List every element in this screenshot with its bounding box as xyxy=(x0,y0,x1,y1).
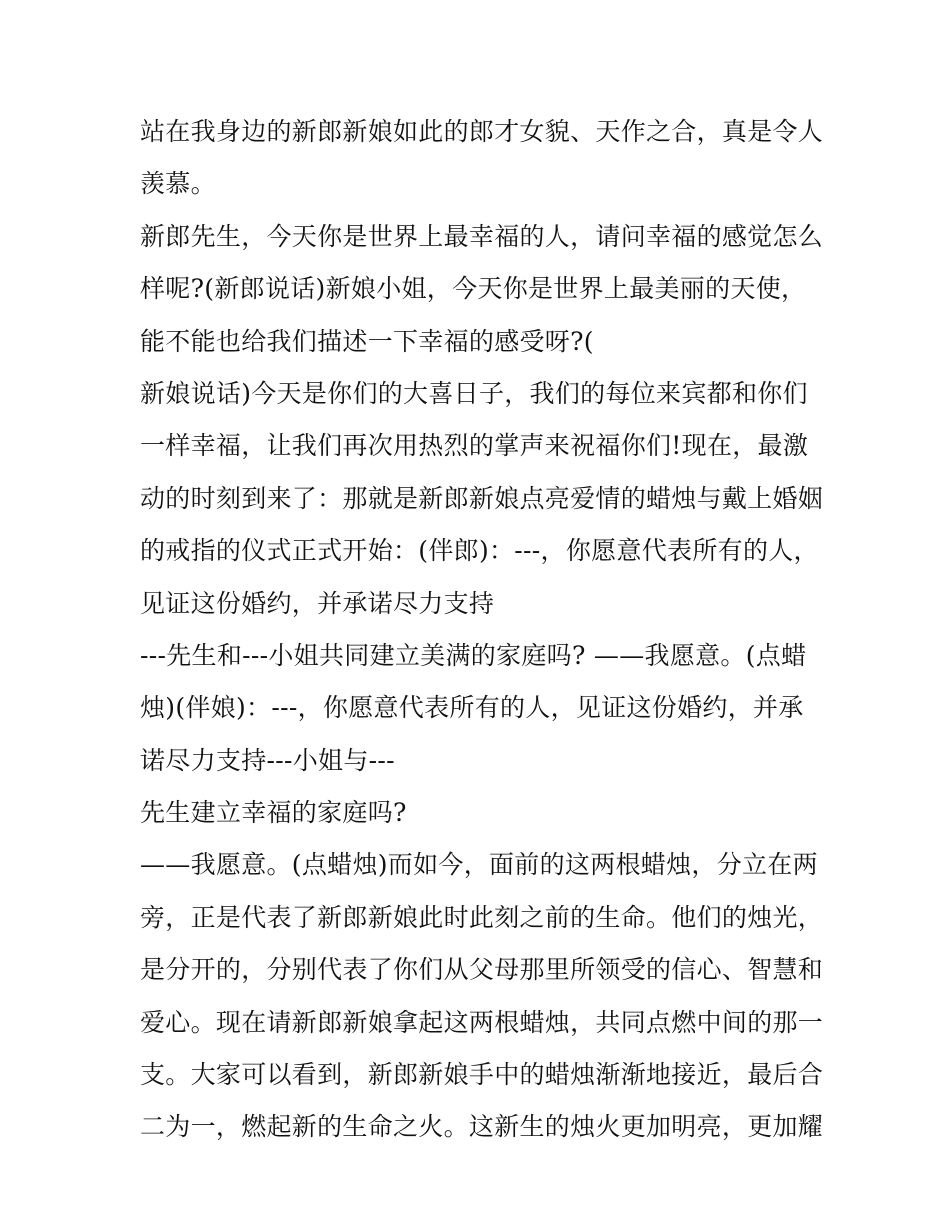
document-body xyxy=(140,106,824,1154)
text-line: ——我愿意。(点蜡烛)而如今，面前的这两根蜡烛，分立在两 xyxy=(140,850,818,880)
text-line: 旁，正是代表了新郎新娘此时此刻之前的生命。他们的烛光， xyxy=(140,902,824,932)
text-line: 是分开的，分别代表了你们从父母那里所领受的信心、智慧和 xyxy=(140,955,824,985)
text-line: 能不能也给我们描述一下幸福的感受呀?( xyxy=(140,326,594,356)
text-line: 的戒指的仪式正式开始：(伴郎)：---，你愿意代表所有的人， xyxy=(140,536,819,566)
text-line: 见证这份婚约，并承诺尽力支持 xyxy=(140,588,495,618)
text-line: 支。大家可以看到，新郎新娘手中的蜡烛渐渐地接近，最后合 xyxy=(140,1060,824,1090)
text-line: 站在我身边的新郎新娘如此的郎才女貌、天作之合，真是令人 xyxy=(140,117,824,146)
text-line: 先生建立幸福的家庭吗? xyxy=(140,798,407,828)
text-line: 动的时刻到来了：那就是新郎新娘点亮爱情的蜡烛与戴上婚姻 xyxy=(140,483,824,513)
text-line: 诺尽力支持---小姐与--- xyxy=(140,745,395,775)
text-line: 新郎先生，今天你是世界上最幸福的人，请问幸福的感觉怎么 xyxy=(140,221,824,251)
text-line: 一样幸福，让我们再次用热烈的掌声来祝福你们!现在，最激 xyxy=(140,431,809,461)
text-line: 样呢?(新郎说话)新娘小姐，今天你是世界上最美丽的天使， xyxy=(140,274,807,304)
text-line: ---先生和---小姐共同建立美满的家庭吗? ——我愿意。(点蜡 xyxy=(140,640,807,670)
text-line: 羡慕。 xyxy=(140,169,216,199)
text-line: 二为一，燃起新的生命之火。这新生的烛火更加明亮，更加耀 xyxy=(140,1112,824,1142)
text-line: 新娘说话)今天是你们的大喜日子，我们的每位来宾都和你们 xyxy=(140,378,808,408)
text-line: 烛)(伴娘)：---，你愿意代表所有的人，见证这份婚约，并承 xyxy=(140,693,804,723)
text-line: 爱心。现在请新郎新娘拿起这两根蜡烛，共同点燃中间的那一 xyxy=(140,1007,824,1037)
